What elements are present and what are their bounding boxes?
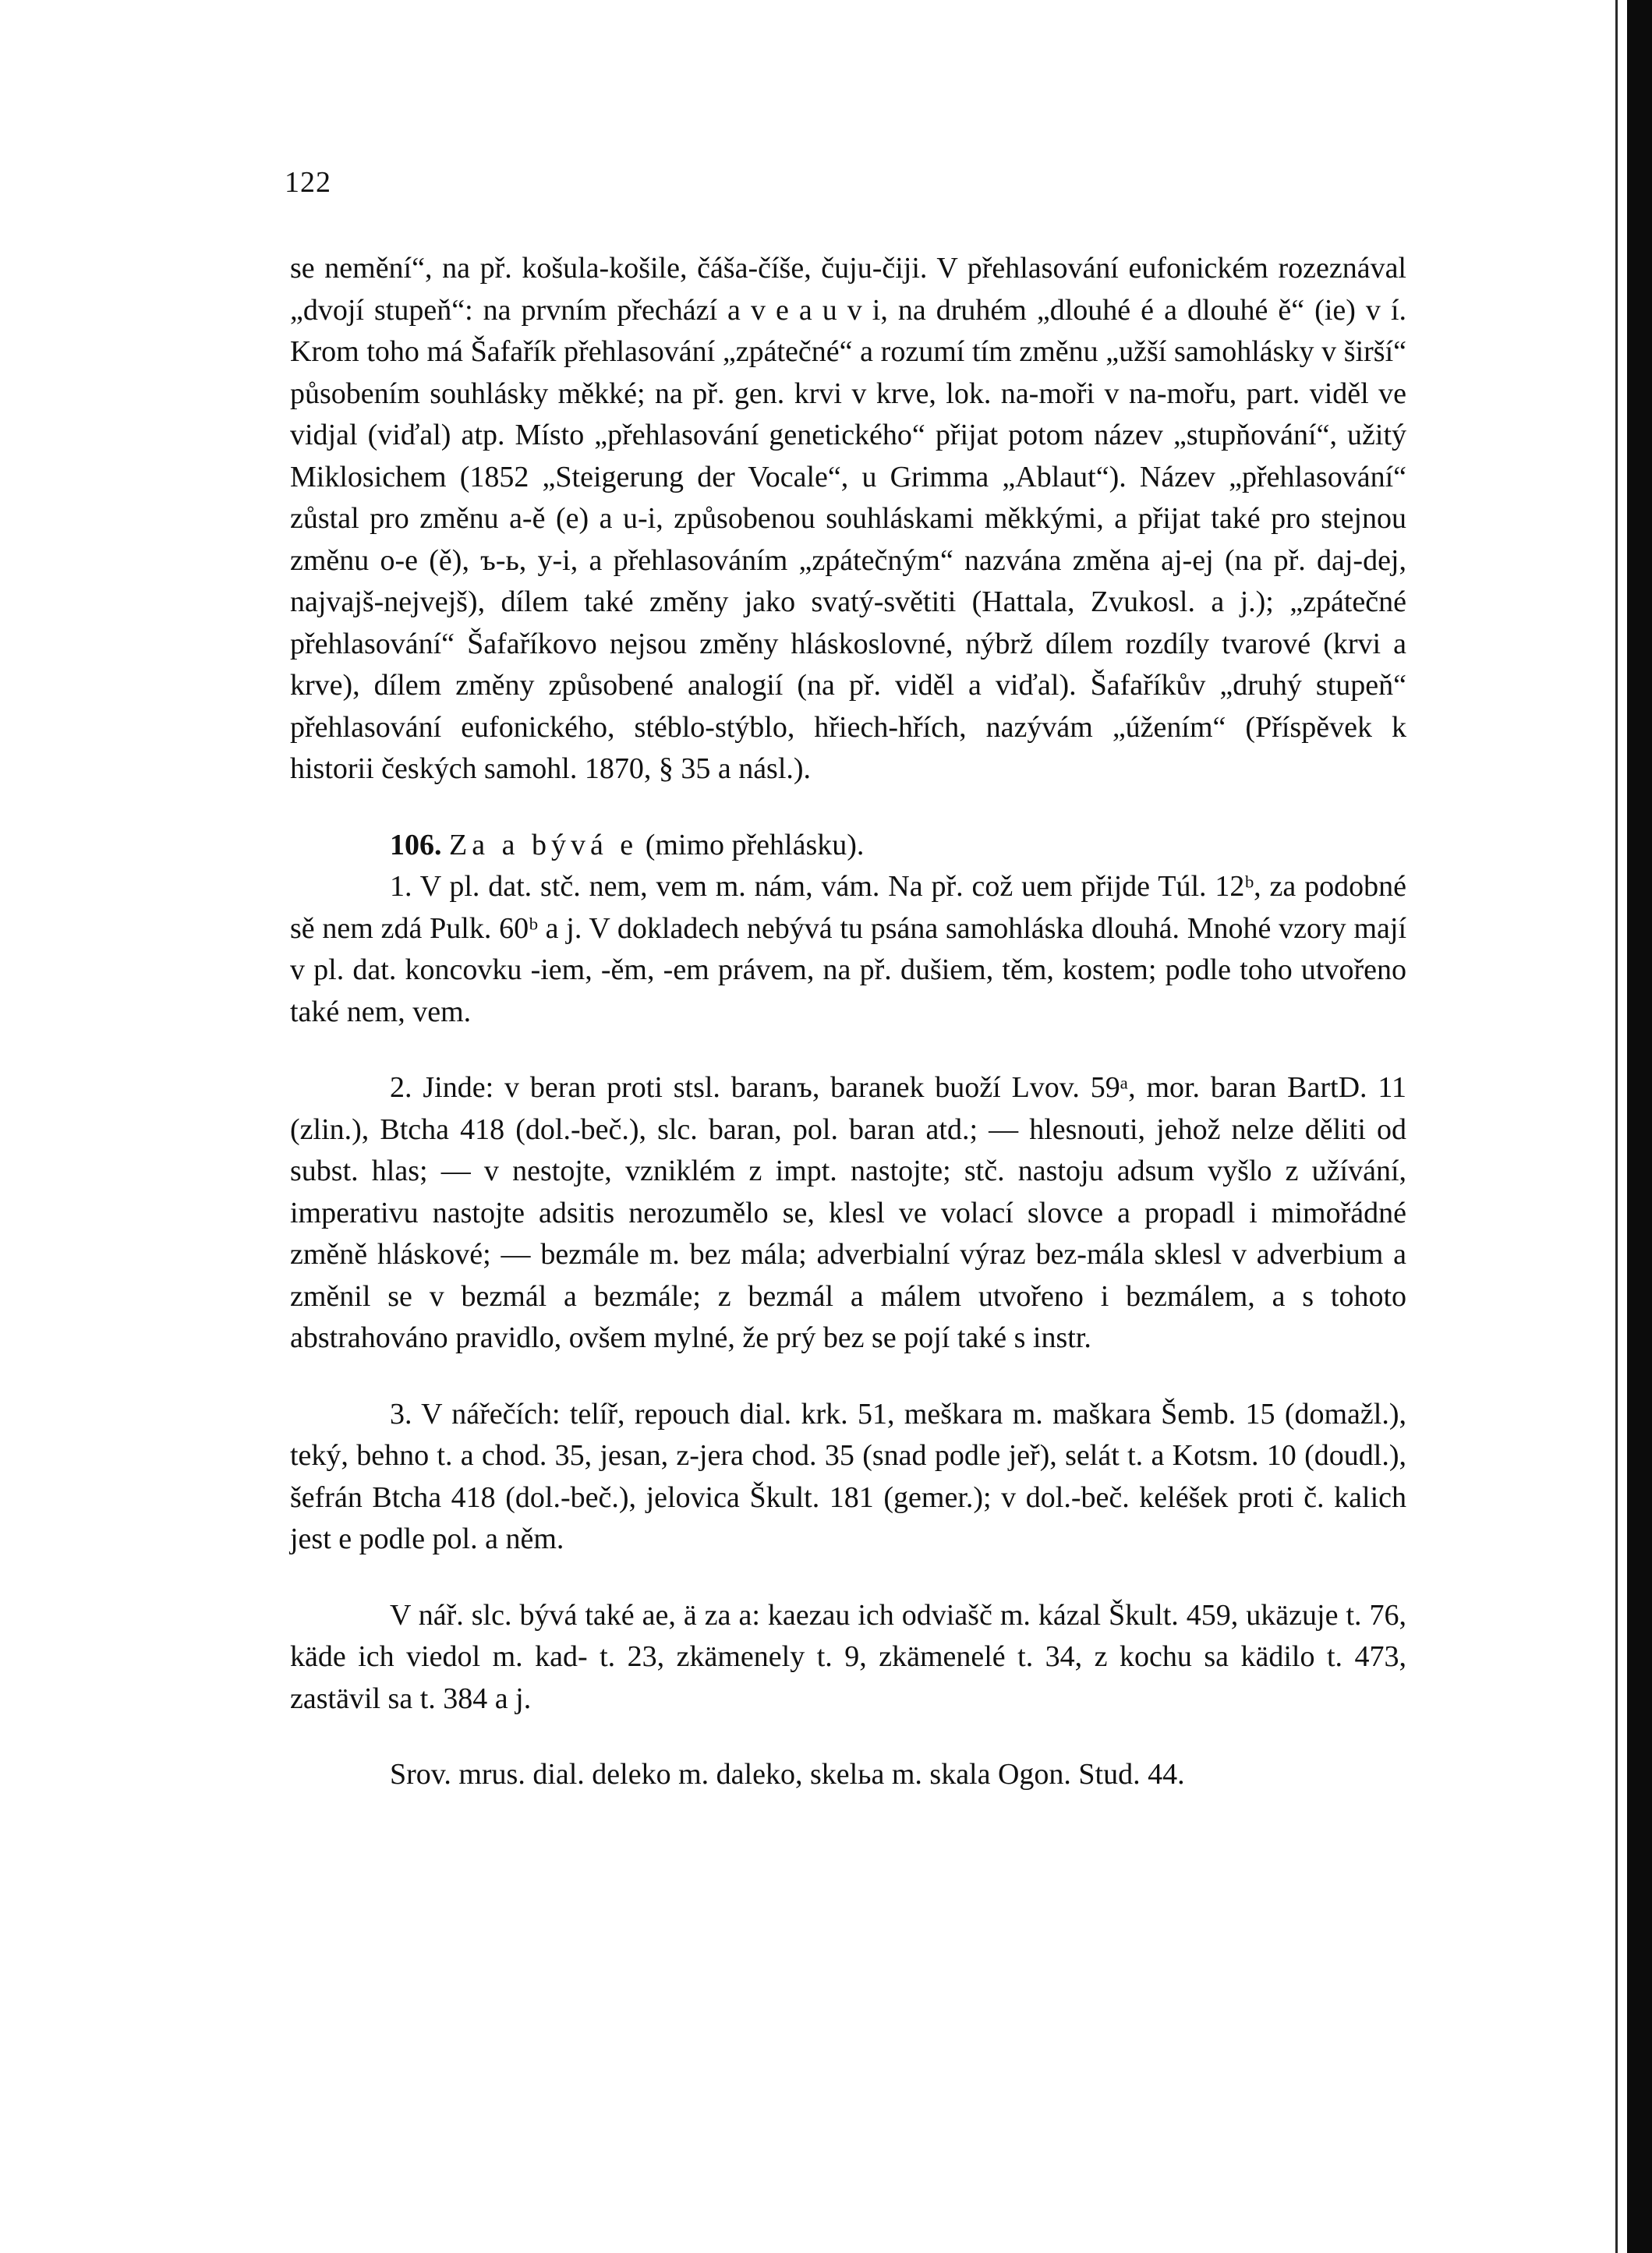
page-edge-line [1615, 0, 1618, 2253]
paragraph-comparison: Srov. mrus. dial. deleko m. daleko, skelьa m. skala Ogon. Stud. 44. [390, 1758, 1185, 1791]
paragraph-slovak-dialect: V nář. slc. bývá také ae, ä za a: kaezau ich odviašč m. kázal Škult. 459, ukäzuje t. 76, käde ich viedol m. kad- t. 23, zkämenely t. 9, zkämenelé t. 34, z kochu sa kädilo t. 473, zastävil sa t. 384 a j. [290, 1598, 1406, 1715]
section-number: 106. [390, 828, 442, 861]
page-edge-shadow [1627, 0, 1652, 2253]
page-body [290, 248, 1406, 1796]
paragraph-continuation: se nemění“, na př. košula-košile, čáša-číše, čuju-čiji. V přehlasování eufonickém rozeznával „dvojí stupeň“: na prvním přechází a v e a u v i, na druhém „dlouhé é a dlouhé ě“ (ie) v í. Krom toho má Šafařík přehlasování „zpátečné“ a rozumí tím změnu „užší samohlásky v širší“ působením souhlásky měkké; na př. gen. krvi v krve, lok. na-moři v na-mořu, part. viděl ve vidjal (viďal) atp. Místo „přehlasování genetického“ přijat potom název „stupňování“, užitý Miklosichem (1852 „Steigerung der Vocale“, u Grimma „Ablaut“). Název „přehlasování“ zůstal pro změnu a-ě (e) a u-i, způsobenou souhláskami měkkými, a přijat také pro stejnou změnu o-e (ě), ъ-ь, y-i, a přehlasováním „zpátečným“ nazvána změna aj-ej (na př. daj-dej, najvajš-nejvejš), dílem také změny jako svatý-světiti (Hattala, Zvukosl. a j.); „zpátečné přehlasování“ Šafaříkovo nejsou změny hláskoslovné, nýbrž dílem rozdíly tvarové (krvi a krve), dílem změny způsobené analogií (na př. viděl a viďal). Šafaříkův „druhý stupeň“ přehlasování eufonického, stéblo-stýblo, hřiech-hřích, nazývám „úžením“ (Příspěvek k historii českých samohl. 1870, § 35 a násl.). [290, 252, 1406, 785]
paragraph-2: 2. Jinde: v beran proti stsl. baranъ, baranek buoží Lvov. 59ᵃ, mor. baran BartD. 11 (zlin.), Btcha 418 (dol.-beč.), slc. baran, pol. baran atd.; — hlesnouti, jehož nelze děliti od subst. hlas; — v nestojte, vzniklém z impt. nastojte; stč. nastoju adsum vyšlo z užívání, imperativu nastojte adsitis nerozumělo se, klesl ve volací slovce a propadl i mimořádné změně hláskové; — bezmále m. bez mála; adverbialní výraz bez-mála sklesl v adverbium a změnil se v bezmál a bezmále; z bezmál a málem utvořeno i bezmálem, a s tohoto abstrahováno pravidlo, ovšem mylné, že prý bez se pojí také s instr. [290, 1071, 1406, 1354]
section-heading [290, 825, 1406, 867]
paragraph-1: 1. V pl. dat. stč. nem, vem m. nám, vám. Na př. což uem přijde Túl. 12ᵇ, za podobné sě nem zdá Pulk. 60ᵇ a j. V dokladech nebývá tu psána samohláska dlouhá. Mnohé vzory mají v pl. dat. koncovku -iem, -ěm, -em právem, na př. dušiem, těm, kostem; podle toho utvořeno také nem, vem. [290, 870, 1406, 1028]
section-title-spaced: Za a bývá e [449, 828, 639, 861]
paragraph-3: 3. V nářečích: telíř, repouch dial. krk. 51, meškara m. maškara Šemb. 15 (domažl.), teký, behno t. a chod. 35, jesan, z-jera chod. 35 (snad podle jeř), selát t. a Kotsm. 10 (doudl.), šefrán Btcha 418 (dol.-beč.), jelovica Škult. 181 (gemer.); v dol.-beč. keléšek proti č. kalich jest e podle pol. a něm. [290, 1397, 1406, 1555]
page-number: 122 [285, 166, 331, 199]
section-title-rest: (mimo přehlásku). [638, 828, 865, 861]
